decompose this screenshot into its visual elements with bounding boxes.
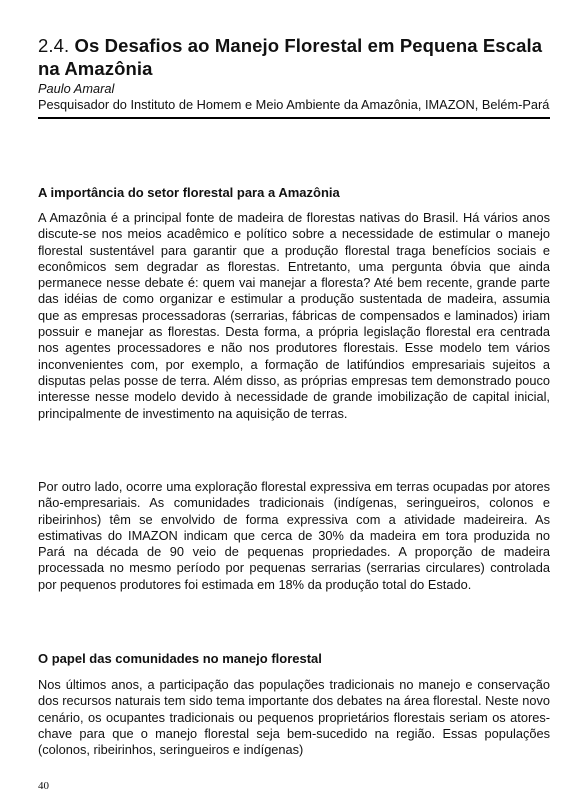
- body-paragraph: A Amazônia é a principal fonte de madeira de florestas nativas do Brasil. Há vários anos discute-se nos meios acadêmico e político sobre a necessidade de estimular o manejo florestal sustentável para garantir que a produção florestal traga benefícios sociais e econômicos sem degradar as florestas. Entretanto, uma pergunta óbvia que ainda permanece nesse debate é: quem vai manejar a floresta? Até bem recente, grande parte das idéias de como organizar e estimular a produção sustentada de madeira, assumia que as empresas processadoras (serrarias, fábricas de compensados e laminados) iriam possuir e manejar as florestas. Desta forma, a própria legislação florestal era centrada nos agentes processadores e não nos produtores florestais. Esse modelo tem vários inconvenientes com, por exemplo, a formação de latifúndios empresariais sujeitos a disputas pelas posse de terra. Além disso, as próprias empresas tem demonstrado pouco interesse nesse modelo devido à necessidade de grande imobilização de capital inicial, principalmente de investimento na aquisição de terras.: [38, 210, 550, 421]
- chapter-title: [38, 34, 550, 80]
- section-number: 2.4.: [38, 35, 70, 56]
- title-text: Os Desafios ao Manejo Florestal em Pequena Escala na Amazônia: [38, 35, 543, 79]
- body-paragraph: Por outro lado, ocorre uma exploração florestal expressiva em terras ocupadas por atores não-empresariais. As comunidades tradicionais (indígenas, seringueiros, colonos e ribeirinhos) têm se envolvido de forma expressiva com a atividade madeireira. As estimativas do IMAZON indicam que cerca de 30% da madeira em tora produzida no Pará na década de 90 veio de pequenas propriedades. A proporção de madeira processada no mesmo período por pequenas serrarias (serrarias circulares) controlada por pequenos produtores foi estimada em 18% da produção total do Estado.: [38, 479, 550, 592]
- author-affiliation: Pesquisador do Instituto de Homem e Meio Ambiente da Amazônia, IMAZON, Belém-Pará: [38, 97, 550, 112]
- author-name: Paulo Amaral: [38, 81, 115, 96]
- document-header: [38, 34, 550, 119]
- header-divider: [38, 117, 550, 119]
- body-paragraph: Nos últimos anos, a participação das populações tradicionais no manejo e conservação dos recursos naturais tem sido tema importante dos debates na área florestal. Neste novo cenário, os ocupantes tradicionais ou pequenos proprietários florestais seriam os atores-chave para que o manejo florestal seja bem-sucedido na região. Essas populações (colonos, ribeirinhos, seringueiros e indígenas): [38, 677, 550, 758]
- section-heading: A importância do setor florestal para a Amazônia: [38, 185, 340, 200]
- section-heading: O papel das comunidades no manejo florestal: [38, 651, 322, 666]
- page-number: 40: [38, 780, 49, 792]
